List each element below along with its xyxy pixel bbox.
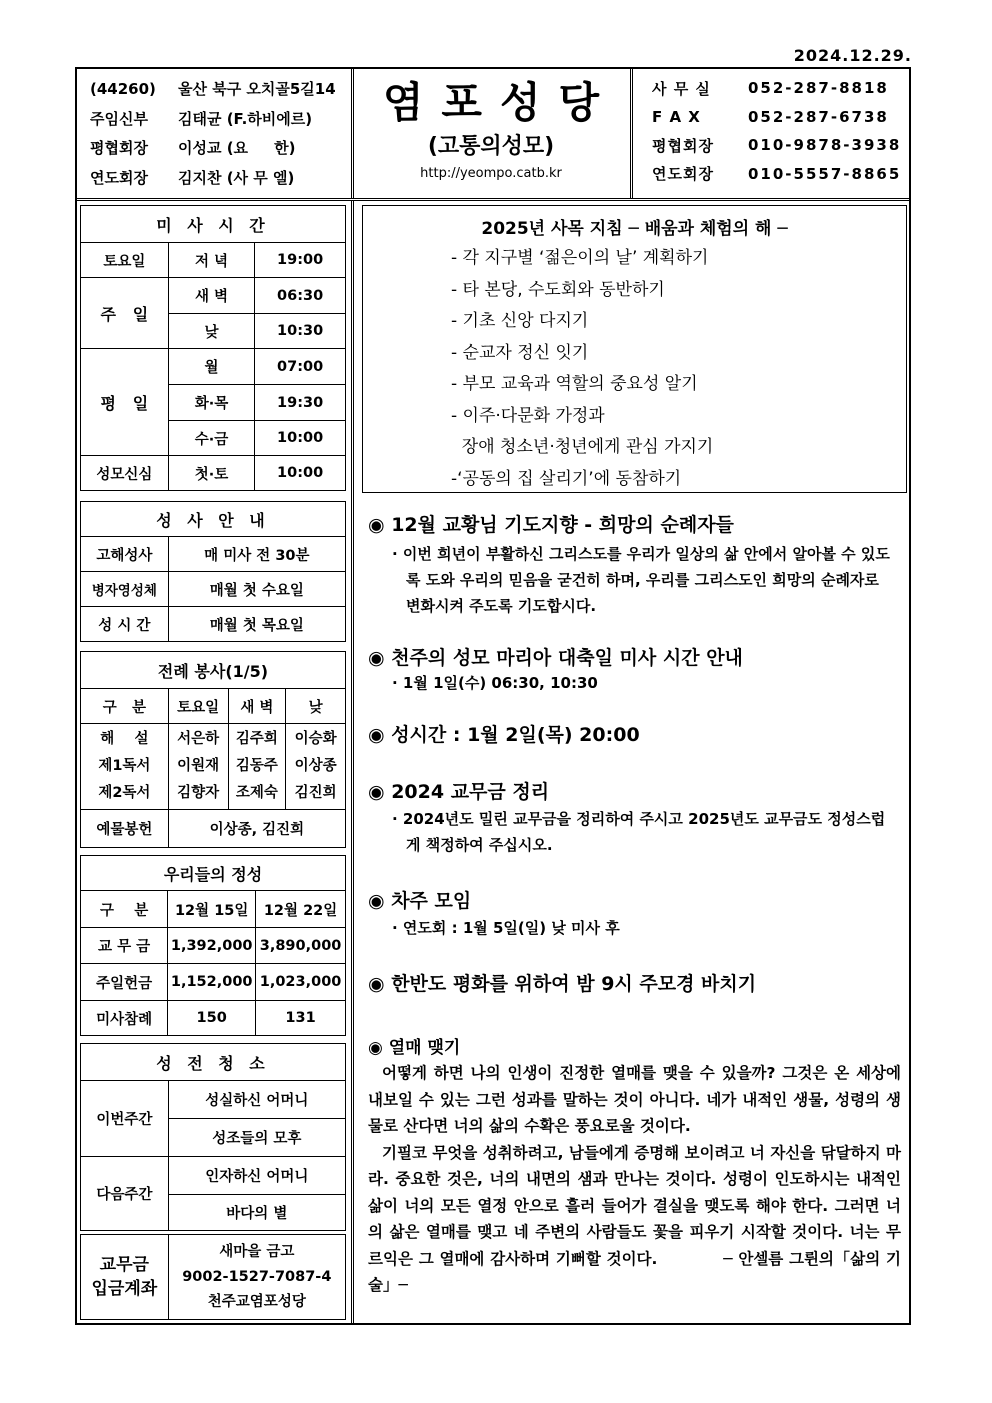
mass-sun-day: 주 일 [81,278,169,349]
sacrament-table [80,501,346,642]
name: 김동주 [235,758,278,774]
mass-tue-thu-time: 19:30 [255,385,346,421]
mass-sun-dawn-time: 06:30 [255,278,346,314]
postal-code: (44260) [90,79,156,98]
liturgy-dawn-names [228,724,286,810]
mass-sun-dawn: 새 벽 [168,278,255,314]
sacrament-title: 성 사 안 내 [81,502,346,537]
policy-item: - 이주·다문화 가정과 [451,405,605,426]
pastoral-policy-box [362,205,907,493]
office-label: 사 무 실 [652,79,711,98]
mass-times-table [80,205,346,491]
pastor-label: 주임신부 [90,109,148,128]
liturgy-roles [81,724,169,810]
news-prayer-title: ◉ 12월 교황님 기도지향 - 희망의 순례자들 [368,514,734,536]
news-section [368,510,898,996]
cleaning-this-group-2: 성조들의 모후 [168,1119,345,1157]
essay-section [368,1033,901,1299]
header-bottom-rule [75,198,911,201]
mass-sun-day-time: 10:30 [255,314,346,349]
liturgy-col-dawn: 새 벽 [228,689,286,724]
finance-col-category: 구 분 [81,891,168,928]
parish-url[interactable]: http://yeompo.catb.kr [420,166,562,181]
header-divider-right [630,67,633,199]
office-phone: 052-287-8818 [748,79,889,98]
tithe-dec15: 1,392,000 [168,928,256,964]
role-reading1: 제1독서 [98,758,151,774]
mass-sat-day: 토요일 [81,243,169,278]
requiem-president-name: 김지찬 (사 무 엘) [178,168,295,187]
finance-col-dec22: 12월 22일 [256,891,346,928]
finance-col-dec15: 12월 15일 [168,891,256,928]
mass-marian-type: 첫·토 [168,456,255,491]
header-divider-left [351,67,354,199]
liturgy-sat-names [168,724,228,810]
account-table [80,1234,346,1320]
parish-subtitle: (고통의성모) [427,134,555,159]
finance-table [80,855,346,1036]
requiem-phone-label: 연도회장 [652,165,714,184]
sick-communion-label: 병자영성체 [81,572,169,607]
offering-label: 예물봉헌 [81,810,169,848]
news-peace-title: ◉ 한반도 평화를 위하여 밤 9시 주모경 바치기 [368,973,757,995]
essay-paragraph-1: 어떻게 하면 나의 인생이 진정한 열매를 맺을 수 있을까? 그것은 온 세상에 내보일 수 있는 그런 성과를 말하는 것이 아니다. 네가 내적인 생물, 성령의 생물로 산다면 너의 삶의 수확은 풍요로울 것이다. [368,1064,901,1135]
tithe-dec22: 3,890,000 [256,928,346,964]
cleaning-next-week: 다음주간 [81,1157,169,1231]
offering-dec22: 1,023,000 [256,964,346,1001]
liturgy-col-day: 낮 [286,689,346,724]
council-phone-label: 평협회장 [652,136,714,155]
mass-sat-time: 19:00 [255,243,346,278]
mass-weekday-day: 평 일 [81,349,169,456]
confession-value: 매 미사 전 30분 [168,537,345,572]
requiem-president-label: 연도회장 [90,168,148,187]
news-solemnity-body: · 1월 1일(수) 06:30, 10:30 [392,674,598,692]
mass-wed-fri: 수·금 [168,421,255,456]
council-phone: 010-9878-3938 [748,136,902,155]
role-reading2: 제2독서 [98,785,151,801]
liturgy-col-category: 구 분 [81,689,169,724]
holy-hour-label: 성 시 간 [81,607,169,642]
parish-title: 염포성당 [382,78,618,127]
cleaning-next-group-2: 바다의 별 [168,1195,345,1231]
pastor-name: 김태균 (F.하비에르) [178,109,313,128]
account-label [81,1235,169,1320]
news-meeting-title: ◉ 차주 모임 [368,890,472,912]
tithe-label: 교 무 금 [81,928,168,964]
name: 조제숙 [235,785,278,801]
attendance-dec22: 131 [256,1001,346,1036]
name: 김향자 [177,785,220,801]
account-number: 9002-1527-7087-4 [182,1268,332,1285]
holy-hour-value: 매월 첫 목요일 [168,607,345,642]
fax-label: F A X [652,107,701,126]
news-tithe-body: · 2024년도 밀린 교무금을 정리하여 주시고 2025년도 교무금도 정성스럽게 책정하여 주십시오. [392,810,886,854]
offering-names: 이상종, 김진희 [168,810,345,848]
finance-title: 우리들의 정성 [81,856,346,891]
liturgy-title: 전례 봉사(1/5) [81,652,346,689]
account-label-1: 교무금 [99,1255,149,1275]
offering-dec15: 1,152,000 [168,964,256,1001]
name: 김주희 [235,731,278,747]
cleaning-this-week: 이번주간 [81,1081,169,1157]
account-bank: 새마을 금고 [219,1243,295,1260]
mass-marian-time: 10:00 [255,456,346,491]
policy-item: - 부모 교육과 역할의 중요성 알기 [451,374,698,394]
fax-number: 052-287-6738 [748,107,889,126]
policy-item: - 타 본당, 수도회와 동반하기 [451,279,665,300]
name: 김진희 [294,785,337,801]
policy-title: 2025년 사목 지침 ─ 배움과 체험의 해 ─ [481,219,788,239]
offering-amount-label: 주일헌금 [81,964,168,1001]
policy-list [451,243,906,495]
mass-mon-time: 07:00 [255,349,346,385]
liturgy-col-sat: 토요일 [168,689,228,724]
policy-item: 장애 청소년·청년에게 관심 가지기 [451,437,714,457]
account-label-2: 입금계좌 [91,1279,158,1299]
news-tithe-title: ◉ 2024 교무금 정리 [368,781,550,803]
name: 이원재 [177,758,220,774]
council-president-label: 평협회장 [90,139,148,158]
news-holy-hour-title: ◉ 성시간 : 1월 2일(목) 20:00 [368,724,640,746]
account-holder: 천주교염포성당 [207,1293,306,1310]
policy-item: -‘공동의 집 살리기’에 동참하기 [451,468,682,489]
cleaning-table [80,1043,346,1231]
name: 서은하 [177,731,220,747]
policy-item: - 각 지구별 ‘젊은이의 날’ 계획하기 [451,248,709,268]
sick-communion-value: 매월 첫 수요일 [168,572,345,607]
column-divider [351,200,354,1325]
mass-sat-type: 저 녁 [168,243,255,278]
policy-item: - 기초 신앙 다지기 [451,311,589,331]
essay-paragraph-2: 기필코 무엇을 성취하려고, 남들에게 증명해 보이려고 너 자신을 닦달하지 마라. 중요한 것은, 너의 내면의 샘과 만나는 것이다. 성령이 인도하시는 내적인 삶이 너의 모든 열정 안으로 흘러 들어가 결실을 맺도록 해야 한다. 그러면 너의 삶은 열매를 맺고 네 주변의 사람들도 꽃을 피우기 시작할 것이다. 너는 무르익은 그 열매에 감사하며 기뻐할 것이다. [368,1143,901,1268]
attendance-dec15: 150 [168,1001,256,1036]
masthead [355,74,627,181]
news-solemnity-title: ◉ 천주의 성모 마리아 대축일 미사 시간 안내 [368,647,743,669]
name: 이상종 [294,758,337,774]
role-commentator: 해 설 [100,731,149,747]
mass-sun-day-label: 낮 [168,314,255,349]
address: 울산 북구 오치골5길14 [178,80,336,99]
contact-info [652,74,902,188]
issue-date: 2024.12.29. [793,46,912,65]
news-meeting-body: · 연도회 : 1월 5일(일) 낮 미사 후 [392,919,620,937]
news-prayer-body: · 이번 희년이 부활하신 그리스도를 우리가 일상의 삶 안에서 알아볼 수 있도록 도와 우리의 믿음을 굳건히 하며, 우리를 그리스도인 희망의 순례자로 변화시켜 주도록 기도합시다. [392,545,890,615]
name: 이승화 [294,731,337,747]
cleaning-title: 성 전 청 소 [81,1044,346,1081]
policy-item: - 순교자 정신 잇기 [451,342,589,363]
liturgy-day-names [286,724,346,810]
mass-wed-fri-time: 10:00 [255,421,346,456]
mass-mon: 월 [168,349,255,385]
essay-source: ─ 안셀름 그륀의「삶의 기술」─ [368,1249,901,1294]
attendance-label: 미사참례 [81,1001,168,1036]
mass-marian-day: 성모신심 [81,456,169,491]
account-details [168,1235,345,1320]
cleaning-next-group-1: 인자하신 어머니 [168,1157,345,1195]
confession-label: 고해성사 [81,537,169,572]
cleaning-this-group-1: 성실하신 어머니 [168,1081,345,1119]
mass-tue-thu: 화·목 [168,385,255,421]
parish-info [90,74,345,192]
liturgy-table [80,651,346,848]
requiem-phone: 010-5557-8865 [748,164,902,183]
mass-times-title: 미 사 시 간 [81,206,346,243]
essay-title: ◉ 열매 맺기 [368,1038,461,1058]
council-president-name: 이성교 (요 한) [178,139,296,158]
